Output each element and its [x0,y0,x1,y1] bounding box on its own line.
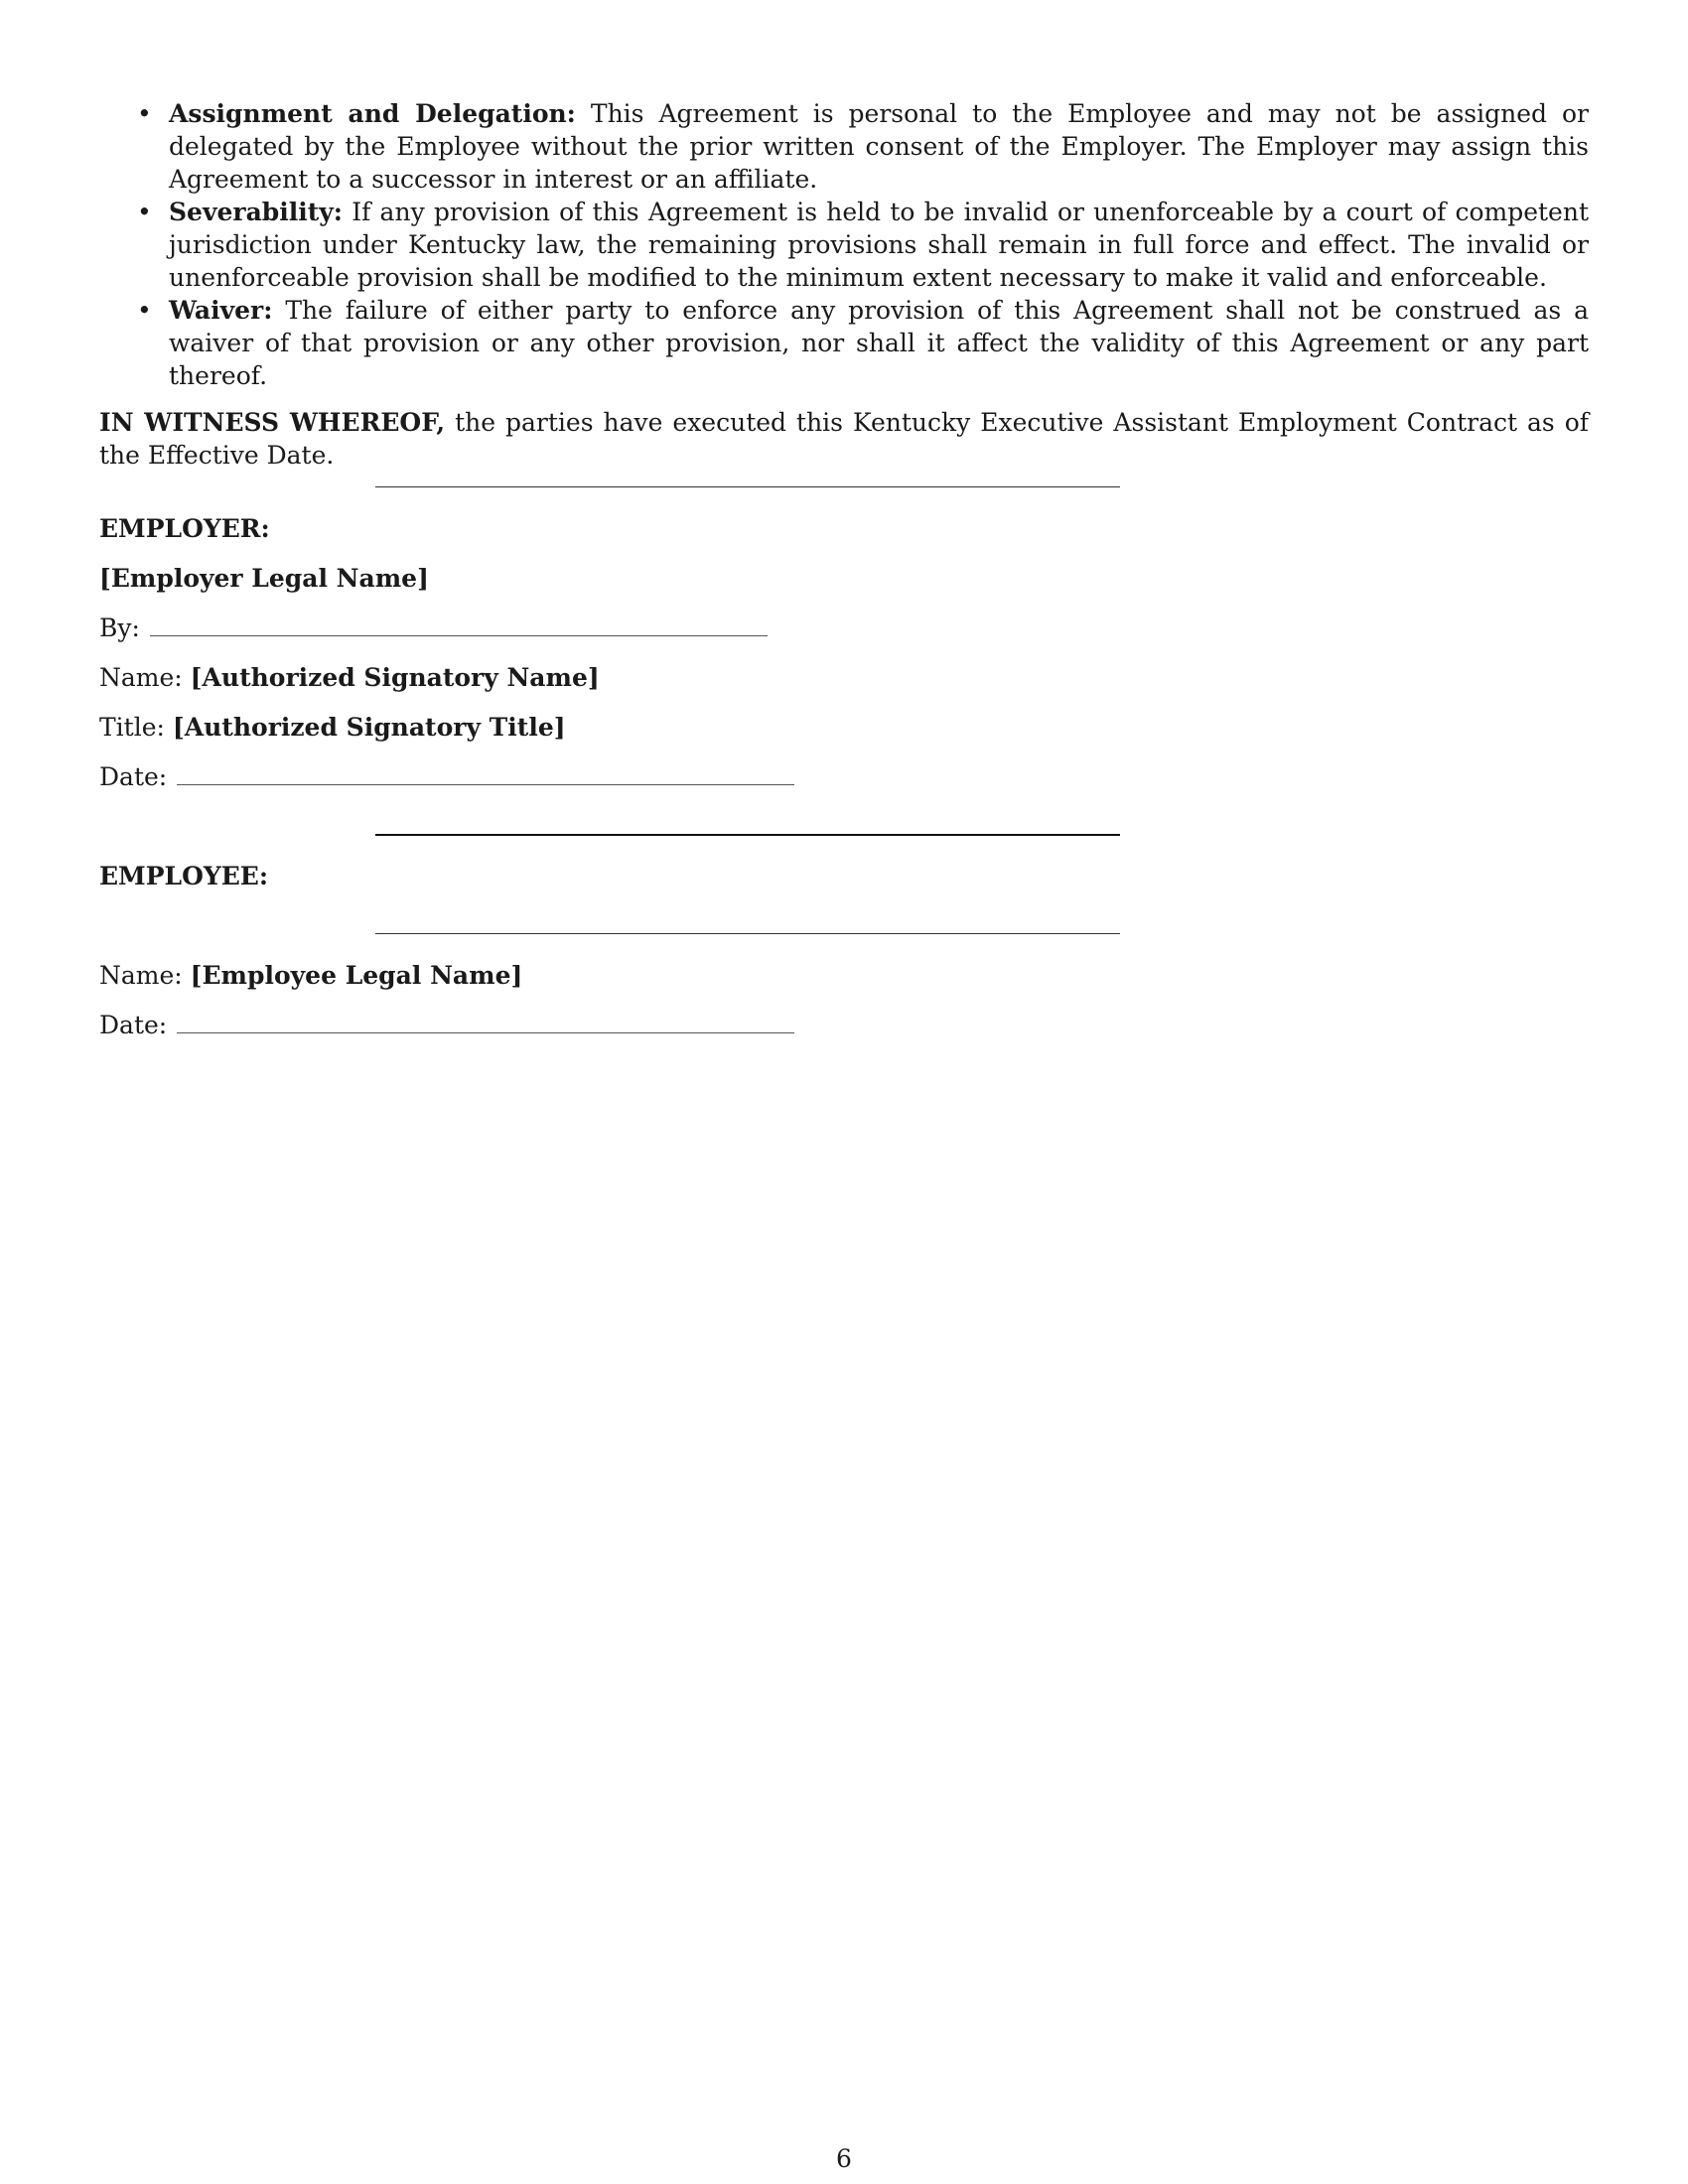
clause-waiver [99,294,1589,392]
employee-date-field[interactable] [177,1013,794,1033]
by-signature-field[interactable] [150,615,768,636]
date-label: Date: [99,1011,168,1039]
clause-title: Waiver: [169,296,273,325]
clause-title: Assignment and Delegation: [169,99,576,128]
employer-legal-name [99,562,429,595]
name-label: Name: [99,663,183,692]
witness-statement [99,406,1589,472]
employer-heading: EMPLOYER: [99,514,270,543]
employee-heading: EMPLOYEE: [99,862,269,890]
employee-name-line [99,959,522,992]
section-divider-rule [375,834,1120,836]
date-label: Date: [99,762,168,791]
employer-legal-name-text: [Employer Legal Name] [99,564,429,593]
document-body [99,97,1589,472]
name-label: Name: [99,961,183,990]
bullet: • [137,198,152,226]
clause-title: Severability: [169,198,344,226]
clause-assignment [99,97,1589,196]
clause-text: If any provision of this Agreement is held to be invalid or unenforceable by a court of competent jurisdiction under Kentucky law, the remaining provisions shall remain in full force and effect. The invalid or unenforceable provision shall be modified to the minimum extent necessary to make it valid and enforceable. [169,198,1589,292]
witness-text: the parties have executed this Kentucky Executive Assistant Employment Contract as of the Effective Date. [99,408,1589,470]
clause-severability [99,196,1589,294]
employer-name-line [99,661,600,694]
title-label: Title: [99,713,165,742]
employee-date-line [99,1009,794,1041]
bullet: • [137,99,152,128]
clause-text: The failure of either party to enforce any provision of this Agreement shall not be construed as a waiver of that provision or any other provision, nor shall it affect the validity of this Agreement or any part thereof. [169,296,1589,390]
employer-date-line [99,760,794,793]
authorized-signatory-name: [Authorized Signatory Name] [190,663,600,692]
witness-lead: IN WITNESS WHEREOF, [99,408,446,437]
clause-text: This Agreement is personal to the Employee and may not be assigned or delegated by the Employee without the prior written consent of the Employer. The Employer may assign this Agreement to a successor in interest or an affiliate. [169,99,1589,194]
by-label: By: [99,614,140,642]
employee-signature-rule [375,933,1120,934]
authorized-signatory-title: [Authorized Signatory Title] [172,713,566,742]
employer-date-field[interactable] [177,764,794,785]
employer-by-line [99,612,768,644]
employee-legal-name: [Employee Legal Name] [190,961,523,990]
clause-list [99,97,1589,392]
page-number: 6 [836,2144,852,2173]
employer-signature-rule [375,486,1120,487]
bullet: • [137,296,152,325]
employer-title-line [99,711,566,744]
